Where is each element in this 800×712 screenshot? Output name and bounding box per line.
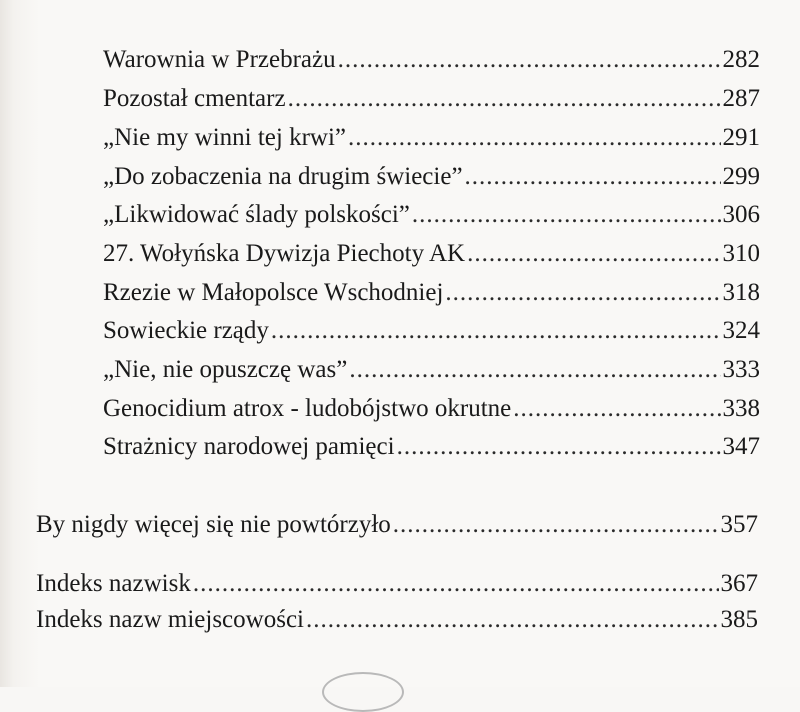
dot-leader <box>338 45 721 75</box>
toc-page-number: 282 <box>722 46 760 73</box>
toc-page-number: 385 <box>720 606 758 633</box>
toc-entry-title: Genocidium atrox - ludobójstwo okrutne <box>103 395 512 422</box>
emblem-icon <box>322 672 404 712</box>
toc-page-number: 287 <box>722 85 760 112</box>
dot-leader <box>465 162 721 192</box>
toc-entry <box>103 84 760 114</box>
dot-leader <box>412 200 721 230</box>
toc-entry <box>103 432 760 462</box>
toc-entry-title: Sowieckie rządy <box>103 317 269 344</box>
toc-page-number: 299 <box>722 163 760 190</box>
toc-entry <box>103 278 760 308</box>
toc-page-number: 333 <box>722 356 760 383</box>
dot-leader <box>467 239 720 269</box>
toc-entry-title: By nigdy więcej się nie powtórzyło <box>36 511 391 538</box>
toc-entry-title: Indeks nazw miejscowości <box>36 606 304 633</box>
toc-page-number: 310 <box>722 240 760 267</box>
toc-entry <box>103 394 760 424</box>
toc-page-number: 306 <box>722 201 760 228</box>
toc-entry-title: Indeks nazwisk <box>36 570 191 597</box>
toc-entry-title: „Nie my winni tej krwi” <box>103 124 346 151</box>
toc-entry <box>103 162 760 192</box>
toc-entry <box>36 510 758 540</box>
dot-leader <box>393 510 719 540</box>
toc-page-number: 291 <box>722 124 760 151</box>
toc-page-number: 367 <box>720 570 758 597</box>
toc-entry-title: „Do zobaczenia na drugim świecie” <box>103 163 463 190</box>
toc-entry <box>36 605 758 635</box>
toc-entry <box>36 569 758 599</box>
toc-entry-title: „Likwidować ślady polskości” <box>103 201 410 228</box>
dot-leader <box>271 316 721 346</box>
toc-page-number: 347 <box>722 433 760 460</box>
toc-entry-title: „Nie, nie opuszczę was” <box>103 356 348 383</box>
dot-leader <box>288 84 721 114</box>
toc-entry <box>103 45 760 75</box>
toc-entry-title: Rzezie w Małopolsce Wschodniej <box>103 279 444 306</box>
toc-entry-title: 27. Wołyńska Dywizja Piechoty AK <box>103 240 466 267</box>
toc-entry <box>103 316 760 346</box>
toc-page-number: 338 <box>722 395 760 422</box>
toc-page-number: 357 <box>720 511 758 538</box>
toc-entry-title: Warownia w Przebrażu <box>103 46 336 73</box>
toc-page-number: 324 <box>722 317 760 344</box>
dot-leader <box>193 569 719 599</box>
dot-leader <box>513 394 720 424</box>
dot-leader <box>349 355 720 385</box>
dot-leader <box>348 123 721 153</box>
dot-leader <box>445 278 720 308</box>
toc-entry <box>103 355 760 385</box>
toc-entry <box>103 123 760 153</box>
dot-leader <box>306 605 719 635</box>
toc-entry-title: Strażnicy narodowej pamięci <box>103 433 395 460</box>
dot-leader <box>397 432 721 462</box>
toc-entry-title: Pozostał cmentarz <box>103 85 286 112</box>
toc-entry <box>103 239 760 269</box>
toc-entry <box>103 200 760 230</box>
toc-page-number: 318 <box>722 279 760 306</box>
